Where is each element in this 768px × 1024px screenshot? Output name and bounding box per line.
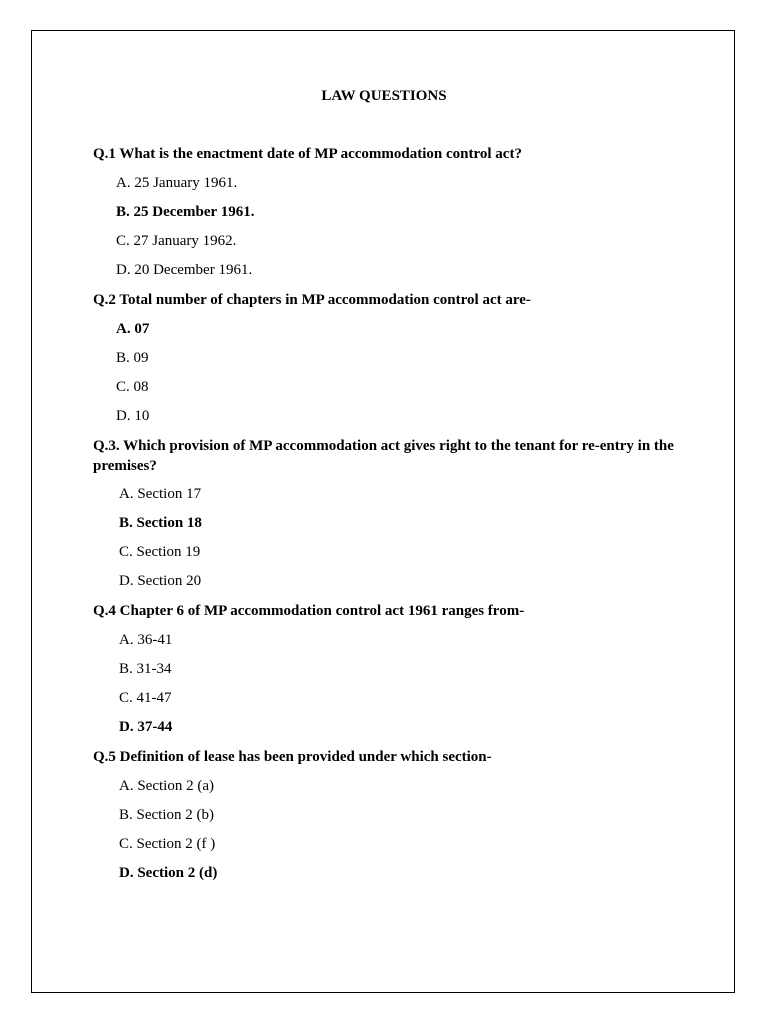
question-4-option-b: B. 31-34 <box>119 661 172 677</box>
question-1-option-d: D. 20 December 1961. <box>116 262 253 278</box>
question-2-option-d: D. 10 <box>116 408 150 424</box>
question-4: Q.4 Chapter 6 of MP accommodation control act 1961 ranges from- <box>93 603 525 619</box>
question-4-option-d: D. 37-44 <box>119 719 173 735</box>
question-2-option-a: A. 07 <box>116 321 150 337</box>
question-3-option-a: A. Section 17 <box>119 486 202 502</box>
question-4-option-a: A. 36-41 <box>119 632 173 648</box>
question-5-option-d: D. Section 2 (d) <box>119 865 218 881</box>
question-3-option-c: C. Section 19 <box>119 544 201 560</box>
question-1: Q.1 What is the enactment date of MP accommodation control act? <box>93 146 522 162</box>
document-title: LAW QUESTIONS <box>321 88 447 104</box>
question-3: Q.3. Which provision of MP accommodation act gives right to the tenant for re-entry in the premises? <box>93 438 674 474</box>
question-4-option-c: C. 41-47 <box>119 690 172 706</box>
question-5-option-c: C. Section 2 (f ) <box>119 836 216 852</box>
question-2-option-b: B. 09 <box>116 350 149 366</box>
question-3-option-b: B. Section 18 <box>119 515 202 531</box>
question-5: Q.5 Definition of lease has been provided under which section- <box>93 749 492 765</box>
question-2: Q.2 Total number of chapters in MP accommodation control act are- <box>93 292 531 308</box>
question-3-option-d: D. Section 20 <box>119 573 202 589</box>
question-5-option-a: A. Section 2 (a) <box>119 778 214 794</box>
question-1-option-a: A. 25 January 1961. <box>116 175 238 191</box>
question-5-option-b: B. Section 2 (b) <box>119 807 214 823</box>
question-1-option-c: C. 27 January 1962. <box>116 233 237 249</box>
question-2-option-c: C. 08 <box>116 379 149 395</box>
question-1-option-b: B. 25 December 1961. <box>116 204 255 220</box>
